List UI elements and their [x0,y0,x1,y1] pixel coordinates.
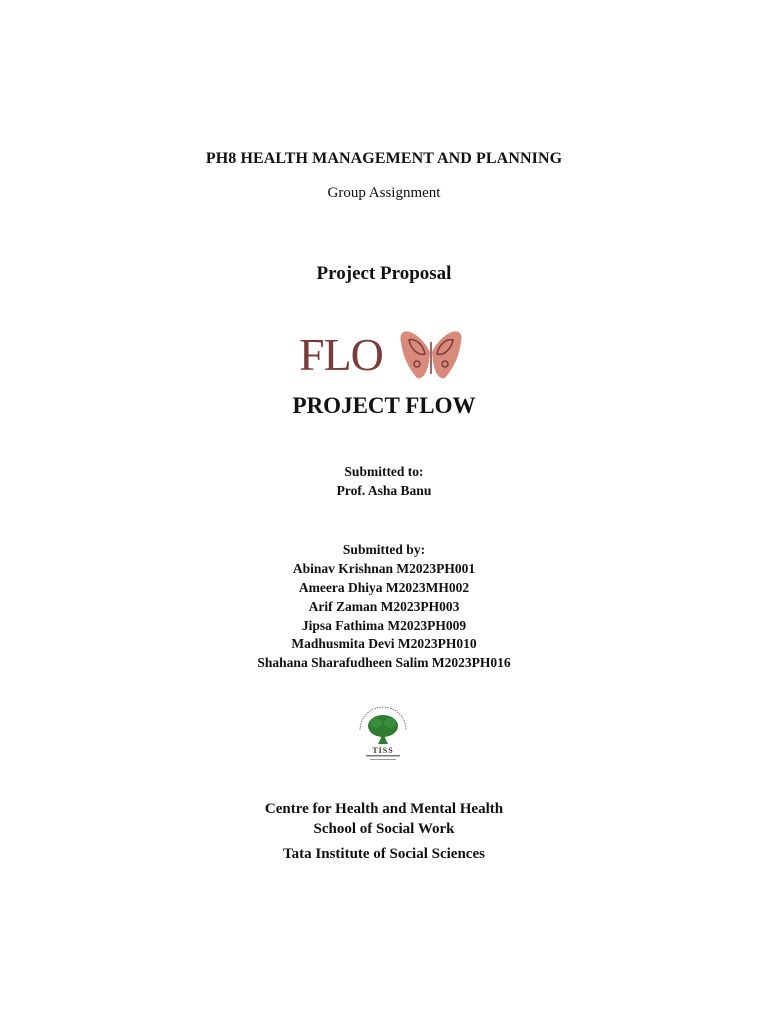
seal-text: TISS [372,746,394,755]
submitted-to-name: Prof. Asha Banu [336,483,432,498]
member-line: Abinav Krishnan M2023PH001 [292,561,476,576]
institute-name: Tata Institute of Social Sciences [283,846,485,862]
logo-text: FLO [299,329,383,380]
assignment-type: Group Assignment [327,185,441,201]
member-line: Jipsa Fathima M2023PH009 [301,618,467,633]
submitted-by-label: Submitted by: [342,542,426,557]
member-line: Shahana Sharafudheen Salim M2023PH016 [257,655,511,670]
member-line: Arif Zaman M2023PH003 [308,599,460,614]
centre-name: Centre for Health and Mental Health [264,801,504,817]
butterfly-icon [401,331,462,378]
submitted-to-label: Submitted to: [344,464,424,479]
document-type: Project Proposal [316,263,452,284]
tiss-seal [352,702,414,764]
school-name: School of Social Work [313,821,455,837]
member-line: Madhusmita Devi M2023PH010 [291,636,477,651]
flo-logo [299,322,469,382]
member-line: Ameera Dhiya M2023MH002 [298,580,470,595]
course-title: PH8 HEALTH MANAGEMENT AND PLANNING [205,150,563,167]
project-name: PROJECT FLOW [292,393,476,418]
